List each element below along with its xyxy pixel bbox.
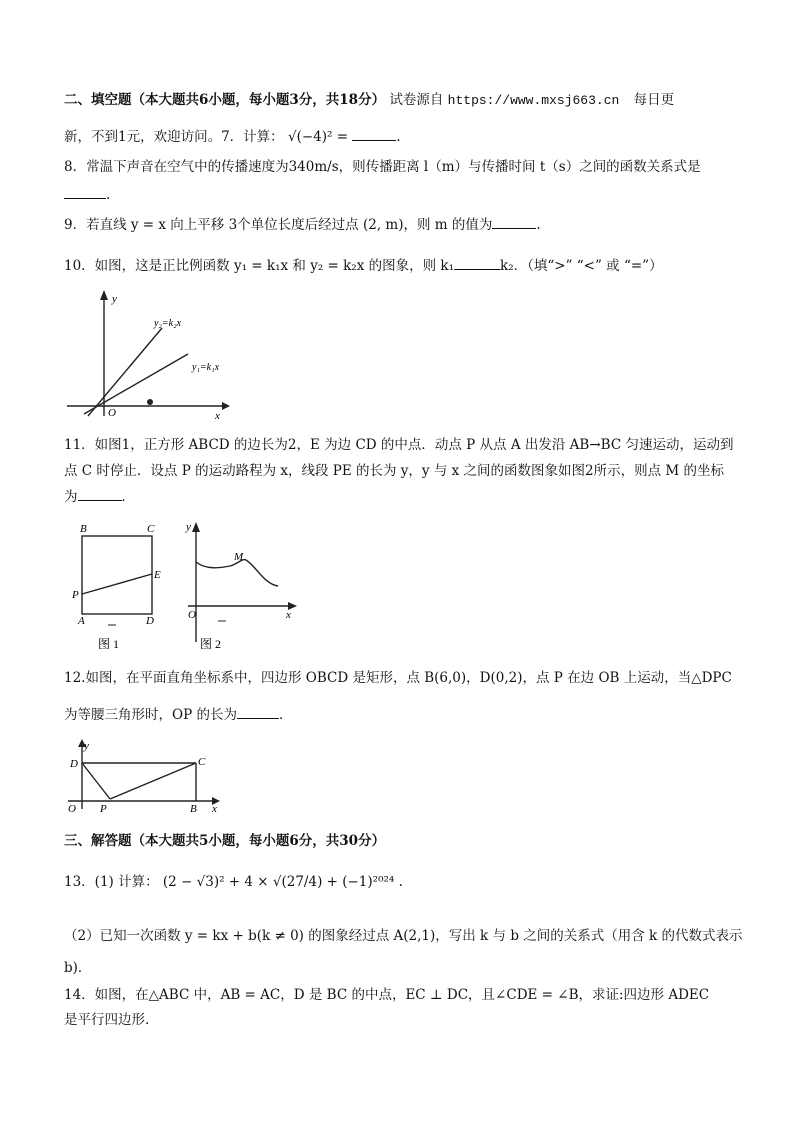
q11-fig2-o-label: O [188, 609, 196, 621]
q13-part2-line1: （2）已知一次函数 y = kx + b(k ≠ 0) 的图象经过点 A(2,1)，写出 k 与 b 之间的关系式（用含 k 的代数式表示 [64, 928, 743, 944]
q10-graph [62, 288, 232, 420]
q10-point [147, 399, 153, 405]
q11-label-c: C [147, 523, 155, 535]
q10-y-label: y [112, 293, 117, 305]
q12-y-label: y [84, 740, 89, 752]
q9-line [64, 214, 541, 235]
q11-answer-blank[interactable] [78, 486, 122, 501]
q8-line2 [64, 184, 110, 205]
q8-answer-blank[interactable] [64, 184, 106, 199]
q11-fig2-y-arrow [192, 522, 200, 532]
q7-text: 新，不到1元，欢迎访问。7．计算： [64, 129, 284, 145]
q7-end: . [396, 129, 401, 145]
q10-y-arrow [100, 290, 108, 300]
q12-figure [64, 737, 222, 813]
q11-fig2-y-label: y [186, 521, 191, 533]
sec2-heading: 二、填空题（本大题共6小题，每小题3分，共18分） [64, 92, 386, 108]
q11-caption1: 图 1 [98, 637, 120, 651]
q10-steep-label: y₂=k₂x [154, 318, 182, 329]
update-text: 每日更 [633, 92, 675, 108]
source-url[interactable]: https://www.mxsj663.cn [447, 93, 620, 108]
q12-line2-text: 为等腰三角形时，OP 的长为 [64, 707, 237, 723]
q10-x-arrow [222, 402, 230, 410]
q11-figure2 [180, 518, 305, 652]
q11-figure1 [70, 522, 180, 652]
q7-answer-blank[interactable] [352, 126, 396, 141]
q14-line1: 14．如图，在△ABC 中，AB = AC，D 是 BC 的中点，EC ⊥ DC，且∠CDE = ∠B，求证:四边形 ADEC [64, 987, 710, 1003]
q12-x-label: x [212, 803, 217, 813]
source-text: 试卷源自 [389, 92, 444, 108]
q12-p-label: P [100, 803, 107, 813]
q11-fig2-curve [196, 560, 278, 586]
q12-segment-dp [82, 763, 110, 799]
q11-square [82, 536, 152, 614]
q11-line2: 点 C 时停止．设点 P 的运动路程为 x，线段 PE 的长为 y，y 与 x 之间的函数图象如图2所示，则点 M 的坐标 [64, 463, 725, 479]
q13-part2-line2: b)． [64, 960, 92, 976]
sec3-heading: 三、解答题（本大题共5小题，每小题6分，共30分） [64, 833, 386, 849]
q14-line2: 是平行四边形. [64, 1012, 150, 1028]
sec2-line2 [64, 126, 401, 147]
q11-line3 [64, 486, 135, 507]
q11-line3-text: 为 [64, 489, 78, 505]
q12-segment-pc [110, 763, 196, 799]
q13-part1-label: 13．(1) 计算： [64, 874, 159, 890]
q12-o-label: O [68, 803, 76, 813]
q11-fig2-m-label: M [234, 551, 244, 563]
q11-label-e: E [154, 569, 161, 581]
q10-flat-label: y₁=k₁x [192, 362, 220, 373]
q10-origin-label: O [108, 407, 116, 419]
q11-label-d: D [146, 615, 154, 627]
q12-b-label: B [190, 803, 197, 813]
q10-x-label: x [215, 410, 220, 420]
q11-label-p: P [72, 589, 79, 601]
sec2-line1 [64, 90, 674, 111]
q11-segment-pe [82, 574, 152, 594]
q10-answer-blank[interactable] [454, 255, 500, 270]
q11-label-b: B [80, 523, 87, 535]
q8-text: 8．常温下声音在空气中的传播速度为340m/s，则传播距离 l（m）与传播时间 t（s）之间的函数关系式是 [64, 159, 701, 175]
q11-caption2: 图 2 [200, 637, 222, 651]
q13-part1 [64, 872, 403, 892]
q8-end: . [106, 187, 111, 203]
q9-text: 9．若直线 y = x 向上平移 3个单位长度后经过点 (2, m)，则 m 的值为 [64, 217, 493, 233]
q11-line1: 11．如图1，正方形 ABCD 的边长为2，E 为边 CD 的中点．动点 P 从点 A 出发沿 AB→BC 匀速运动，运动到 [64, 437, 734, 453]
q11-label-a: A [78, 615, 85, 627]
q10-line-flat [84, 354, 188, 414]
q12-line2-end: ． [278, 707, 293, 723]
q10-line [64, 255, 663, 276]
q12-line1: 12.如图，在平面直角坐标系中，四边形 OBCD 是矩形，点 B(6,0)，D(0,2)，点 P 在边 OB 上运动，当△DPC [64, 670, 732, 686]
q10-text: 10．如图，这是正比例函数 y₁ = k₁x 和 y₂ = k₂x 的图象，则 k₁ [64, 258, 455, 274]
q11-fig2-x-label: x [286, 609, 291, 621]
q7-expression: √(−4)² = [287, 129, 349, 145]
q12-d-label: D [70, 758, 78, 770]
q9-end: . [536, 217, 541, 233]
q10-mid: k₂．（填“>” “<” 或 “=”） [500, 258, 663, 274]
q12-answer-blank[interactable] [237, 704, 279, 719]
q12-c-label: C [198, 756, 206, 768]
q12-line2 [64, 704, 292, 725]
q11-line3-end: ． [121, 489, 135, 505]
q13-part1-expression: (2 − √3)² + 4 × √(27/4) + (−1)²⁰²⁴ . [162, 874, 403, 890]
q9-answer-blank[interactable] [492, 214, 536, 229]
